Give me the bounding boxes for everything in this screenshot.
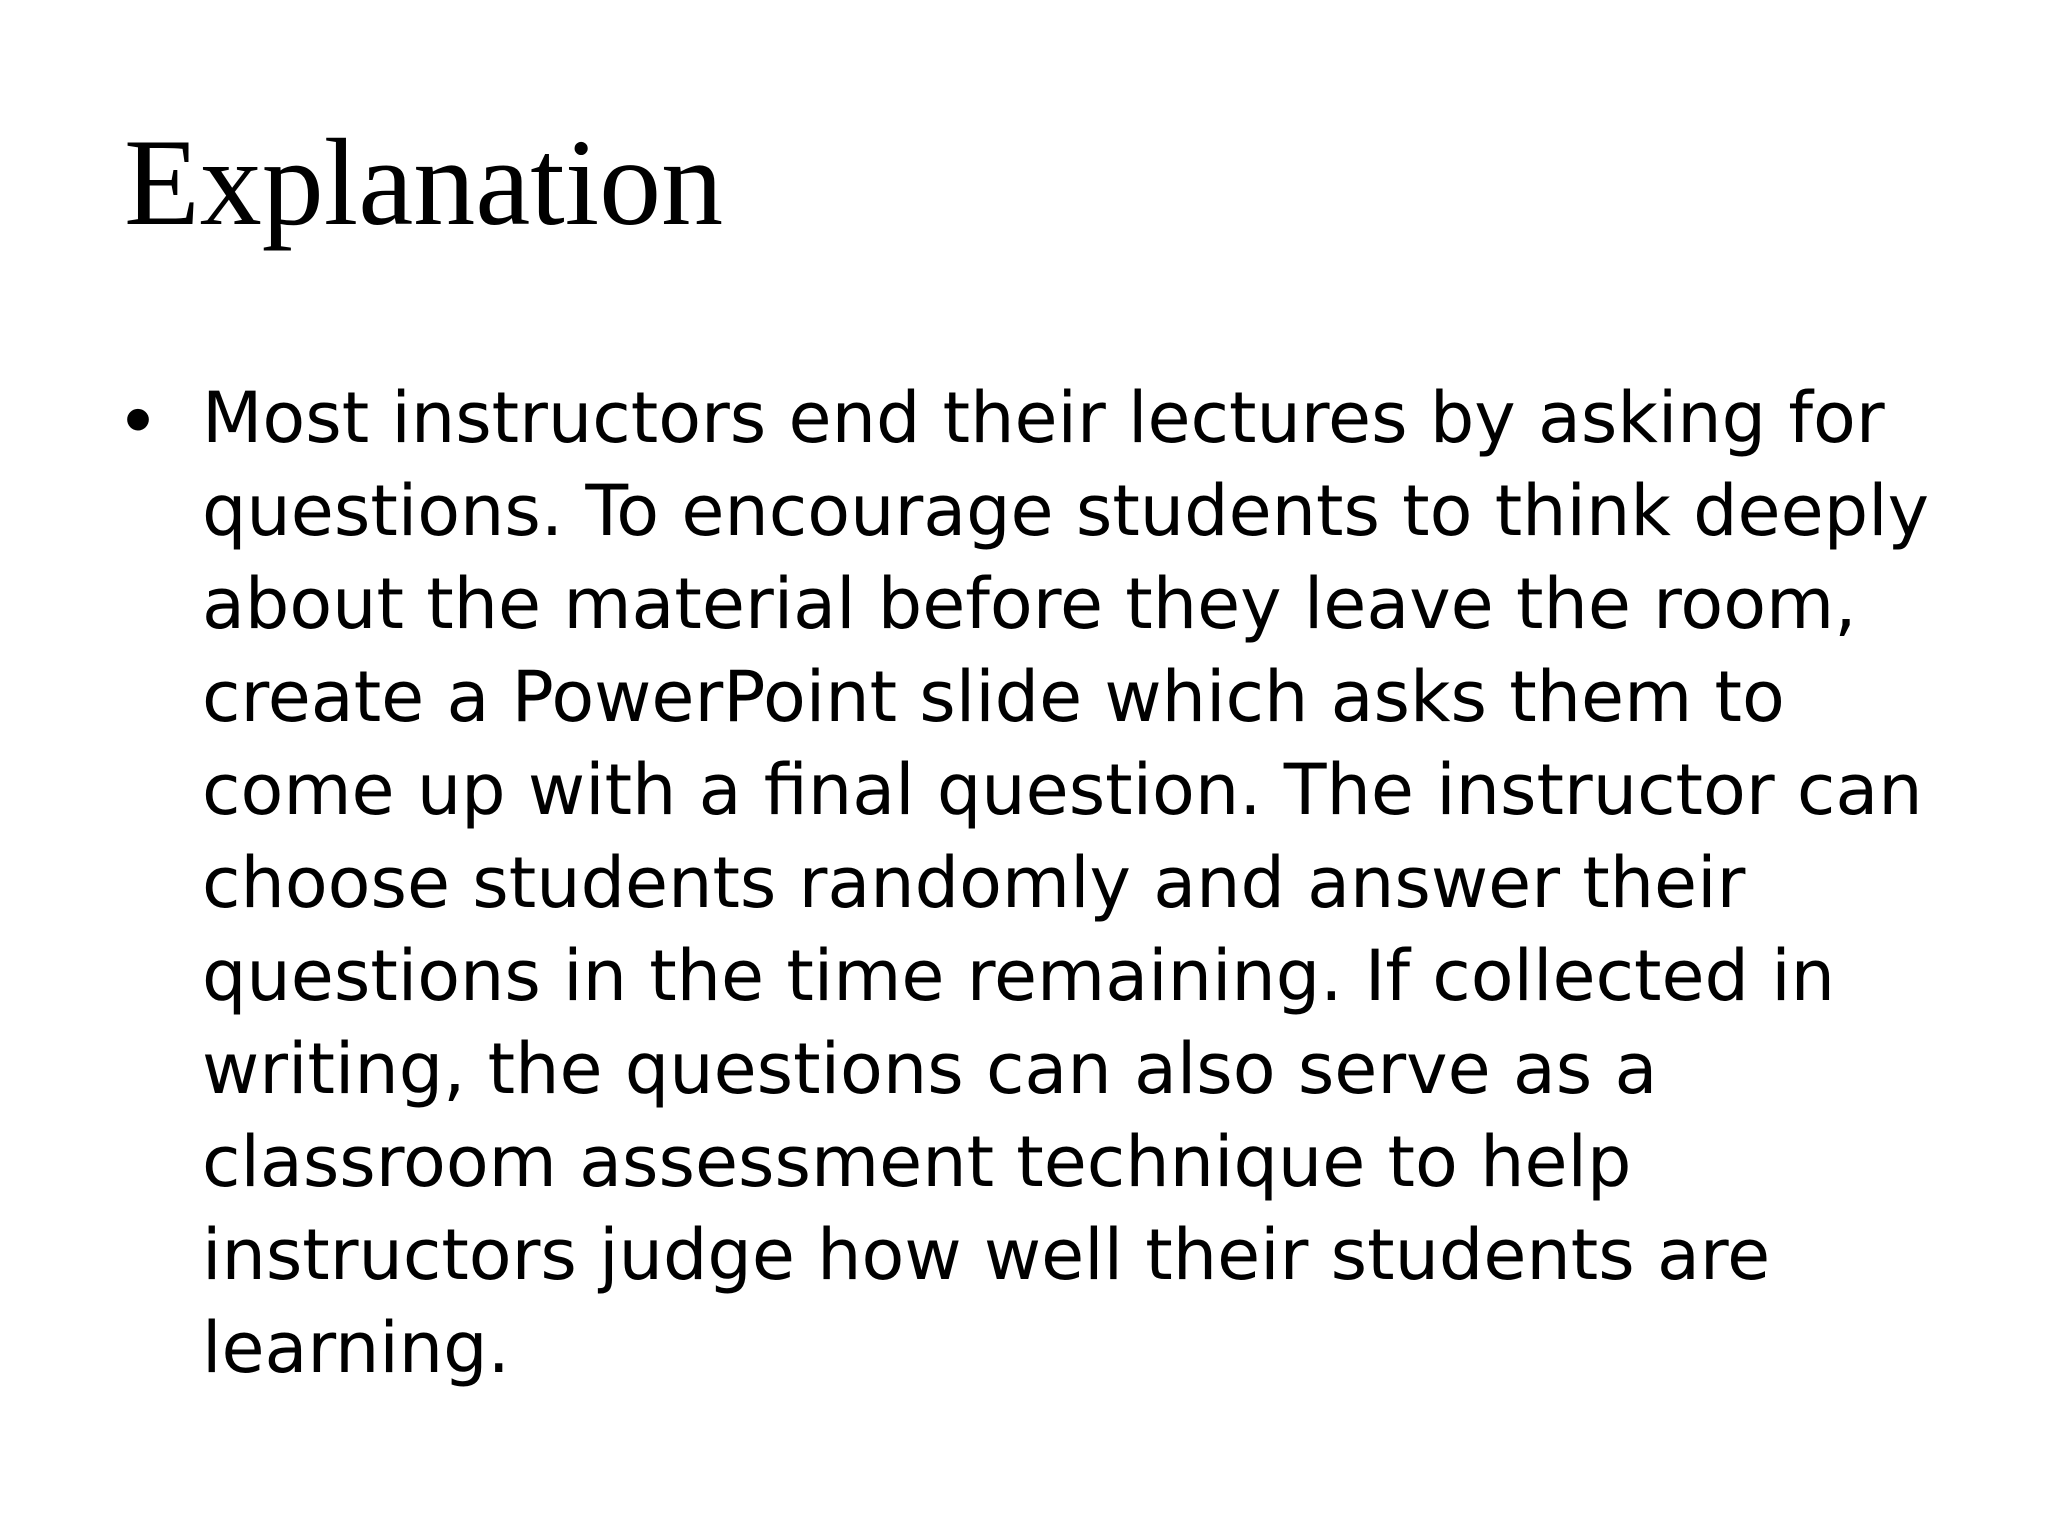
bullet-line: classroom assessment technique to help xyxy=(202,1121,1632,1203)
bullet-list xyxy=(124,372,1964,1395)
bullet-line: create a PowerPoint slide which asks them to xyxy=(202,656,1785,738)
slide-title: Explanation xyxy=(124,114,724,251)
bullet-line: instructors judge how well their students are xyxy=(202,1214,1771,1296)
bullet-line: come up with a final question. The instructor can xyxy=(202,749,1923,831)
bullet-line: about the material before they leave the room, xyxy=(202,563,1857,645)
bullet-line: choose students randomly and answer their xyxy=(202,842,1746,924)
bullet-item xyxy=(124,372,1964,1395)
bullet-marker: • xyxy=(124,374,153,463)
bullet-line: questions in the time remaining. If collected in xyxy=(202,935,1836,1017)
bullet-line: questions. To encourage students to think deeply xyxy=(202,470,1929,552)
bullet-line: writing, the questions can also serve as a xyxy=(202,1028,1658,1110)
bullet-line: learning. xyxy=(202,1307,510,1389)
bullet-text xyxy=(202,372,1929,1395)
bullet-line: Most instructors end their lectures by asking for xyxy=(202,377,1885,459)
